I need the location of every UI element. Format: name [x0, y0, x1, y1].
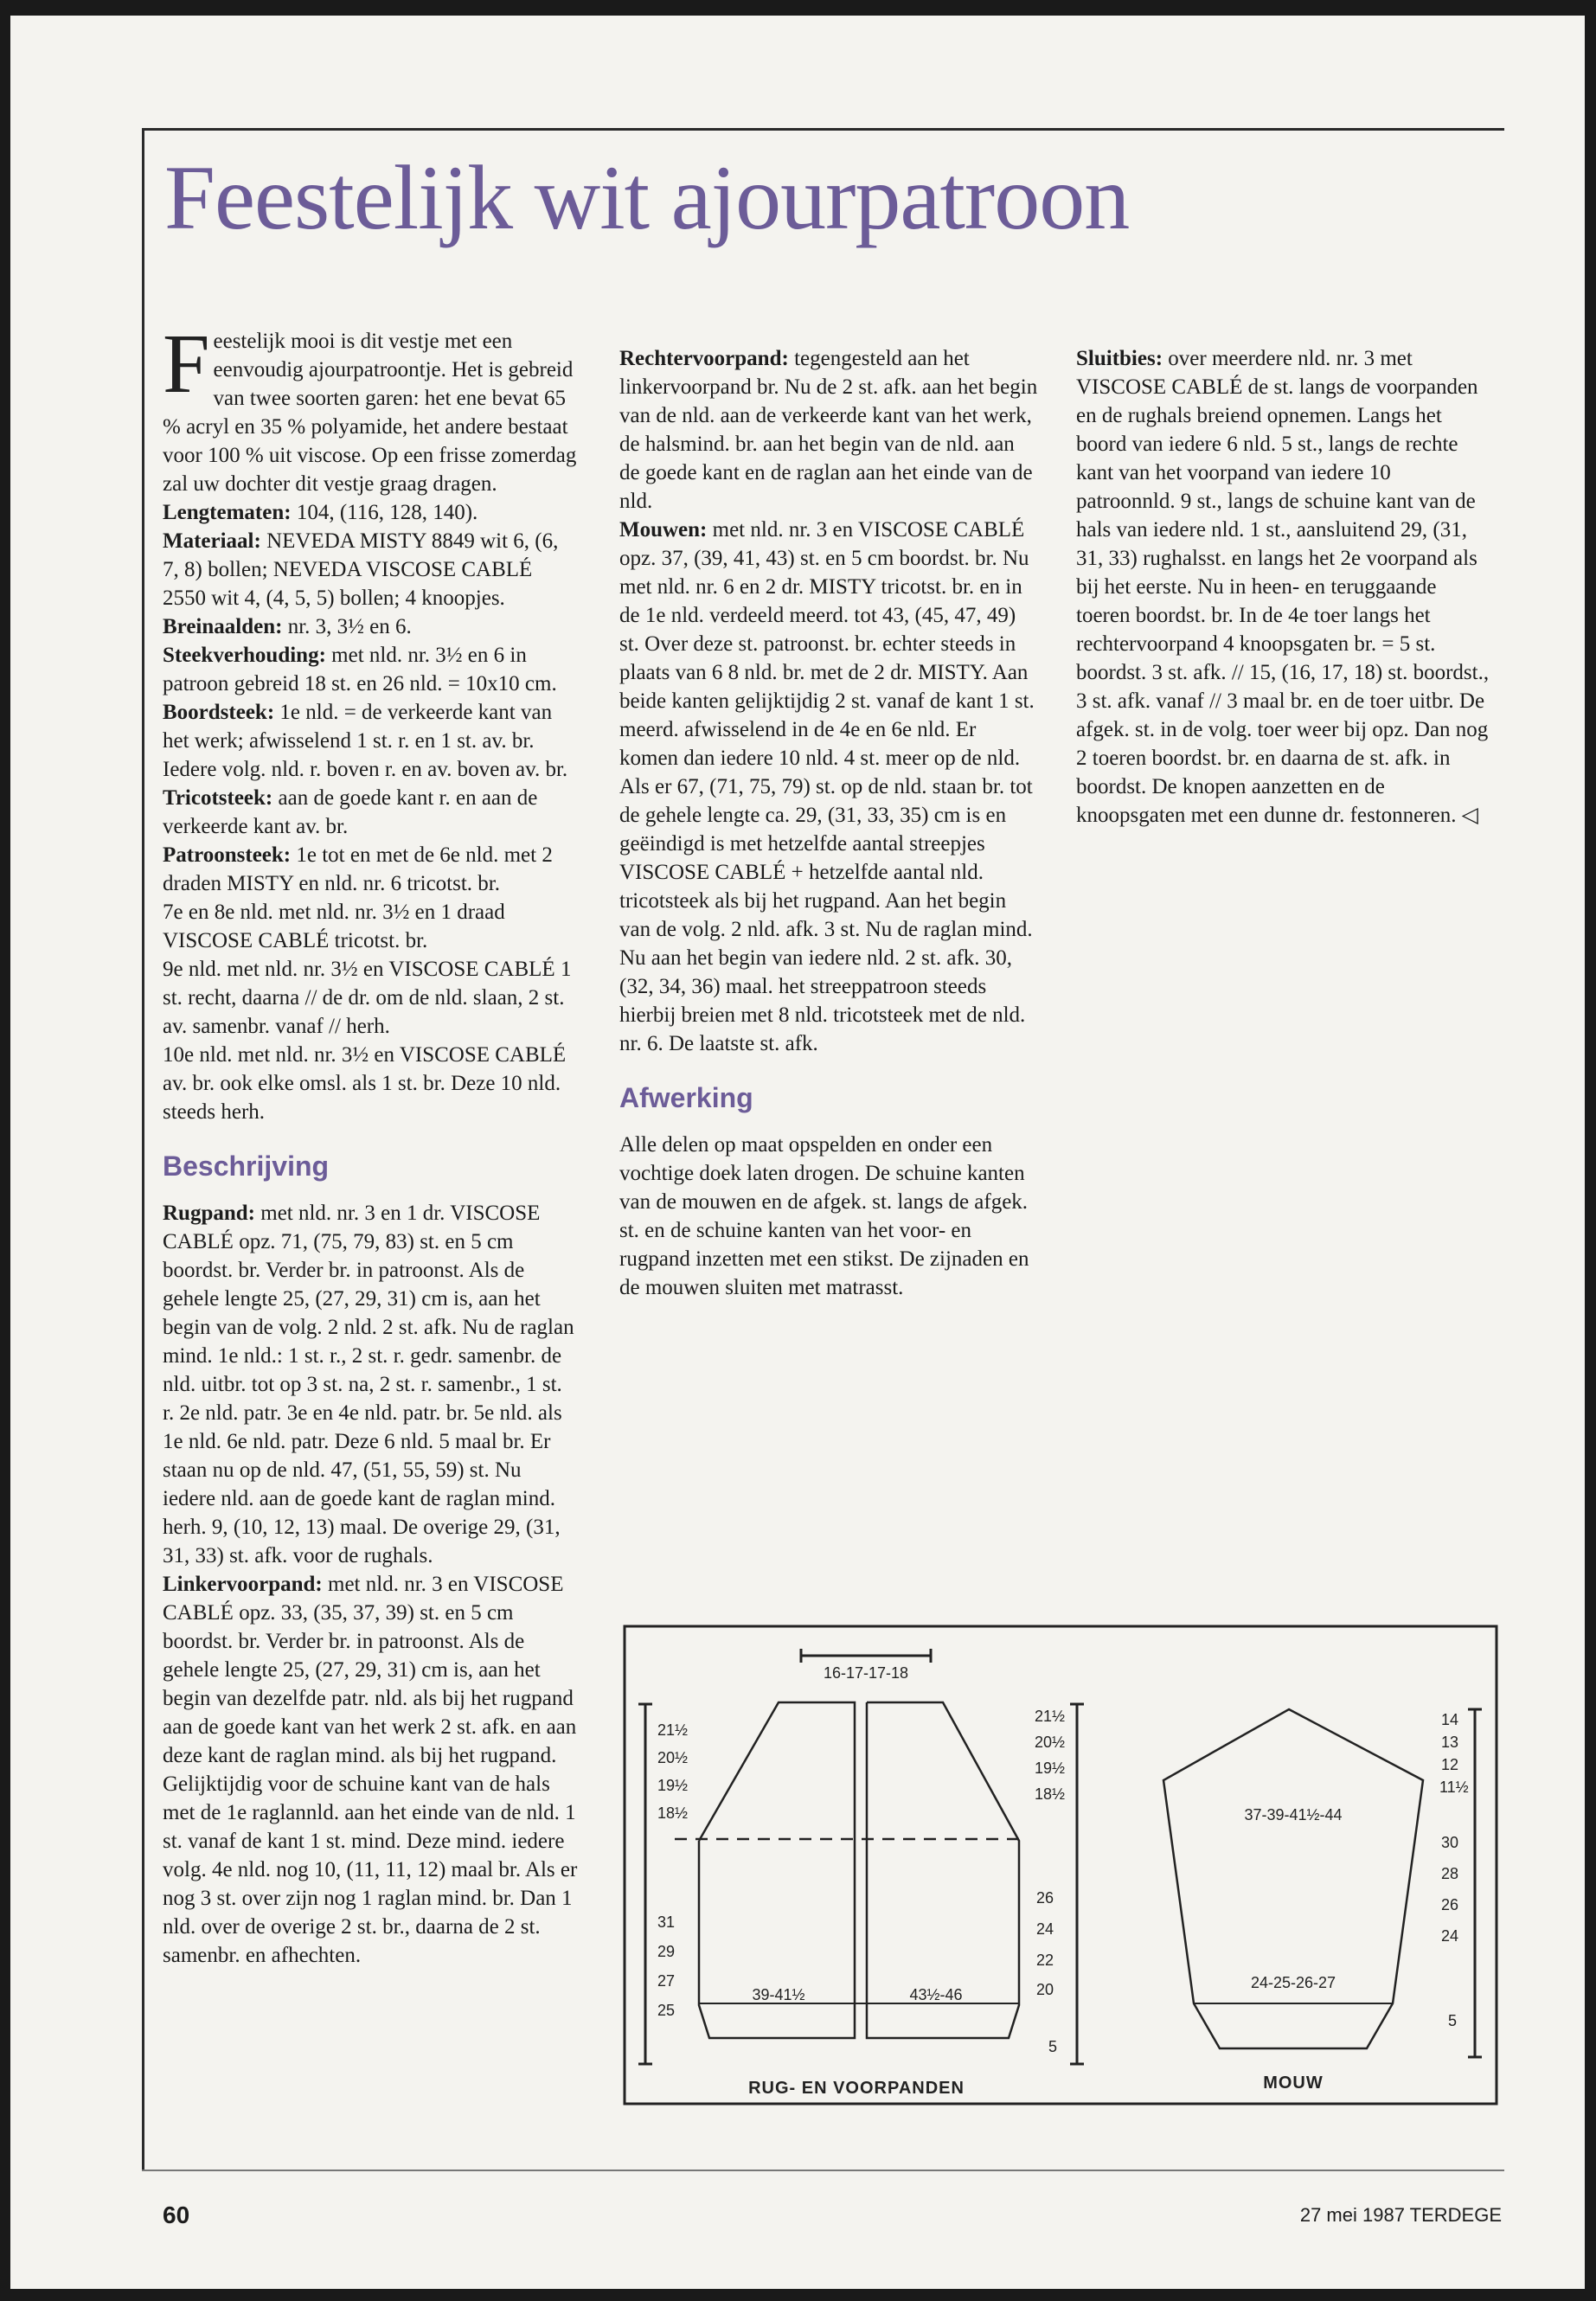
rechtervoorpand-instructions: Rechtervoorpand: tegengesteld aan het linkervoorpand br. Nu de 2 st. afk. aan het begin van de nld. aan de verkeerde kant van het werk, de halsmind. br. aan het begin van de nld. aan de goede kant en de raglan aan het einde van de nld. [619, 347, 1038, 513]
right-lower-4: 20 [1036, 1981, 1054, 1998]
spec-breinaalden: Breinaalden: nr. 3, 3½ en 6. [163, 615, 412, 638]
body-rib-label: 5 [1048, 2038, 1058, 2055]
sleeve-rib-label: 5 [1448, 2012, 1458, 2029]
left-lower-3: 27 [657, 1972, 676, 1990]
sleeve-top-width-label: 37-39-41½-44 [1244, 1806, 1343, 1823]
text-column-1 [163, 317, 578, 1970]
body-caption: RUG- EN VOORPANDEN [748, 2079, 965, 2098]
left-lower-1: 31 [657, 1913, 676, 1931]
right-upper-1: 21½ [1035, 1708, 1066, 1725]
issue-line: 27 mei 1987 TERDEGE [1299, 2204, 1502, 2226]
sleeve-length-2: 28 [1441, 1865, 1459, 1882]
schematic-svg [623, 1625, 1498, 2106]
spec-lengtematen: Lengtematen: 104, (116, 128, 140). [163, 501, 478, 524]
top-width-label: 16-17-17-18 [823, 1664, 909, 1682]
spec-steekverhouding: Steekverhouding: met nld. nr. 3½ en 6 in patroon gebreid 18 st. en 26 nld. = 10x10 cm. [163, 644, 557, 695]
sleeve-cap-1: 14 [1441, 1711, 1459, 1728]
sleeve-length-4: 24 [1441, 1927, 1459, 1945]
spec-patroonsteek: Patroonsteek: 1e tot en met de 6e nld. met 2 draden MISTY en nld. nr. 6 tricotst. br. [163, 843, 553, 895]
text-column-3 [1076, 344, 1491, 830]
right-upper-3: 19½ [1035, 1759, 1066, 1777]
page-number: 60 [163, 2202, 190, 2228]
frame-left-rule [142, 128, 144, 2170]
afwerking-text: Alle delen op maat opspelden en onder een vochtige doek laten drogen. De schuine kanten van de mouwen en de afgek. st. langs de afgek. st. en de schuine kanten van het voor- en rugpand inzetten met een stikst. De zijnaden en de mouwen sluiten met matrasst. [619, 1133, 1029, 1299]
diagram-border [625, 1626, 1497, 2104]
right-upper-2: 20½ [1035, 1734, 1066, 1751]
drop-cap: F [163, 317, 210, 411]
frame-top-rule [142, 128, 1504, 131]
right-lower-2: 24 [1036, 1920, 1054, 1938]
left-lower-4: 25 [657, 2002, 676, 2019]
schematic-diagram [623, 1625, 1498, 2106]
sleeve-length-3: 26 [1441, 1896, 1459, 1913]
page-title: Feestelijk wit ajourpatroon [164, 147, 1130, 248]
sleeve-cap-3: 12 [1441, 1756, 1459, 1773]
text-column-2 [619, 344, 1039, 1302]
left-upper-3: 19½ [657, 1777, 689, 1794]
left-lower-2: 29 [657, 1943, 676, 1960]
frame-bottom-rule [142, 2170, 1504, 2171]
heading-afwerking: Afwerking [619, 1082, 753, 1113]
spec-tricotsteek: Tricotsteek: aan de goede kant r. en aan de verkeerde kant av. br. [163, 786, 538, 838]
sleeve-caption: MOUW [1263, 2073, 1324, 2093]
sluitbies-instructions: Sluitbies: over meerdere nld. nr. 3 met VISCOSE CABLÉ de st. langs de voorpanden en de rughals breiend opnemen. Langs het boord van iedere 6 nld. 5 st., langs de rechte kant van het voorpand van iedere 10 patroonnld. 9 st., langs de schuine kant van de hals van iedere nld. 1 st., aansluitend 29, (31, 31, 33) rughalsst. en langs het 2e voorpand als bij het eerste. Nu in heen- en teruggaande toeren boordst. br. In de 4e toer langs het rechtervoorpand 4 knoopsgaten br. = 5 st. boordst. 3 st. afk. // 15, (16, 17, 18) st. boordst., 3 st. afk. vanaf // 3 maal br. en de toer uitbr. De afgek. st. in de volg. toer weer bij opz. Dan nog 2 toeren boordst. br. en daarna de st. afk. in boordst. De knopen aanzetten en de knoopsgaten met een dunne dr. festonneren. ◁ [1076, 347, 1490, 827]
intro-paragraph [163, 317, 578, 498]
left-upper-1: 21½ [657, 1721, 689, 1739]
right-lower-3: 22 [1036, 1952, 1054, 1969]
sleeve-length-1: 30 [1441, 1834, 1459, 1851]
right-lower-1: 26 [1036, 1889, 1054, 1907]
rugpand-instructions: Rugpand: met nld. nr. 3 en 1 dr. VISCOSE CABLÉ opz. 71, (75, 79, 83) st. en 5 cm boordst. br. Verder br. in patroonst. Als de gehele lengte 25, (27, 29, 31) cm is, aan het begin van de volg. 2 nld. 2 st. afk. Nu de raglan mind. 1e nld.: 1 st. r., 2 st. r. gedr. samenbr. de nld. uitbr. tot op 3 st. na, 2 st. r. samenbr., 1 st. r. 2e nld. patr. 3e en 4e nld. patr. br. 5e nld. als 1e nld. 6e nld. patr. Deze 6 nld. 5 maal br. Er staan nu op de nld. 47, (51, 55, 59) st. Nu iedere nld. aan de goede kant de raglan mind. herh. 9, (10, 12, 13) maal. De overige 29, (31, 31, 33) st. afk. voor de rughals. [163, 1202, 574, 1567]
linkervoorpand-instructions: Linkervoorpand: met nld. nr. 3 en VISCOSE CABLÉ opz. 33, (35, 37, 39) st. en 5 cm boordst. br. Verder br. in patroonst. Als de gehele lengte 25, (27, 29, 31) cm is, aan het begin van dezelfde patr. nld. als bij het rugpand aan de goede kant van het werk 2 st. afk. en aan deze kant de raglan mind. als bij het rugpand. Gelijktijdig voor de schuine kant van de hals met de 1e raglannld. aan het einde van de nld. 1 st. vanaf de kant 1 st. mind. Deze mind. iedere volg. 4e nld. nog 10, (11, 11, 12) maal br. Als er nog 3 st. over zijn nog 1 raglan mind. br. Dan 1 nld. over de overige 2 st. br., daarna de 2 st. samenbr. en afhechten. [163, 1573, 578, 1967]
left-upper-2: 20½ [657, 1749, 689, 1766]
mouwen-instructions: Mouwen: met nld. nr. 3 en VISCOSE CABLÉ opz. 37, (39, 41, 43) st. en 5 cm boordst. br. Nu met nld. nr. 6 en 2 dr. MISTY tricotst. br. en in de 1e nld. verdeeld meerd. tot 43, (45, 47, 49) st. Over deze st. patroonst. br. echter steeds in plaats van 6 8 nld. br. met de 2 dr. MISTY. Aan beide kanten gelijktijdig 2 st. vanaf de kant 1 st. meerd. afwisselend in de 4e en 6e nld. Er komen dan iedere 10 nld. 4 st. meer op de nld. Als er 67, (71, 75, 79) st. op de nld. staan br. tot de gehele lengte ca. 29, (31, 33, 35) cm is en geëindigd is met hetzelfde aantal streepjes VISCOSE CABLÉ + hetzelfde aantal nld. tricotsteek als bij het rugpand. Aan het begin van de volg. 2 nld. afk. 3 st. Nu de raglan mind. Nu aan het begin van iedere nld. 2 st. afk. 30, (32, 34, 36) maal. het streeppatroon steeds hierbij breien met 8 nld. tricotsteek met de nld. nr. 6. De laatste st. afk. [619, 518, 1035, 1055]
pattern-row-9: 9e nld. met nld. nr. 3½ en VISCOSE CABLÉ 1 st. recht, daarna // de dr. om de nld. slaan, 2 st. av. samenbr. vanaf // herh. [163, 958, 572, 1038]
sleeve-cap-4: 11½ [1439, 1779, 1469, 1796]
sleeve-outline [1163, 1709, 1423, 2048]
front-width-label: 43½-46 [909, 1986, 963, 2003]
pattern-row-10: 10e nld. met nld. nr. 3½ en VISCOSE CABLÉ av. br. ook elke omsl. als 1 st. br. Deze 10 nld. steeds herh. [163, 1043, 567, 1124]
spec-boordsteek: Boordsteek: 1e nld. = de verkeerde kant van het werk; afwisselend 1 st. r. en 1 st. av. br. Iedere volg. nld. r. boven r. en av. boven av. br. [163, 701, 568, 781]
magazine-page [10, 16, 1585, 2289]
end-mark-icon: ◁ [1461, 804, 1478, 827]
back-width-label: 39-41½ [752, 1986, 805, 2003]
left-upper-4: 18½ [657, 1804, 689, 1822]
intro-text: eestelijk mooi is dit vestje met een eenvoudig ajourpatroontje. Het is gebreid van twee soorten garen: het ene bevat 65 % acryl en 35 % polyamide, het andere bestaat voor 100 % uit viscose. Op een frisse zomerdag zal uw dochter dit vestje graag dragen. [163, 330, 577, 496]
heading-beschrijving: Beschrijving [163, 1150, 330, 1182]
right-upper-4: 18½ [1035, 1785, 1066, 1803]
pattern-row-7-8: 7e en 8e nld. met nld. nr. 3½ en 1 draad VISCOSE CABLÉ tricotst. br. [163, 901, 505, 952]
sleeve-bottom-width-label: 24-25-26-27 [1250, 1974, 1336, 1991]
sleeve-cap-2: 13 [1441, 1734, 1459, 1751]
spec-materiaal: Materiaal: NEVEDA MISTY 8849 wit 6, (6, 7, 8) bollen; NEVEDA VISCOSE CABLÉ 2550 wit 4, (4, 5, 5) bollen; 4 knoopjes. [163, 529, 559, 610]
